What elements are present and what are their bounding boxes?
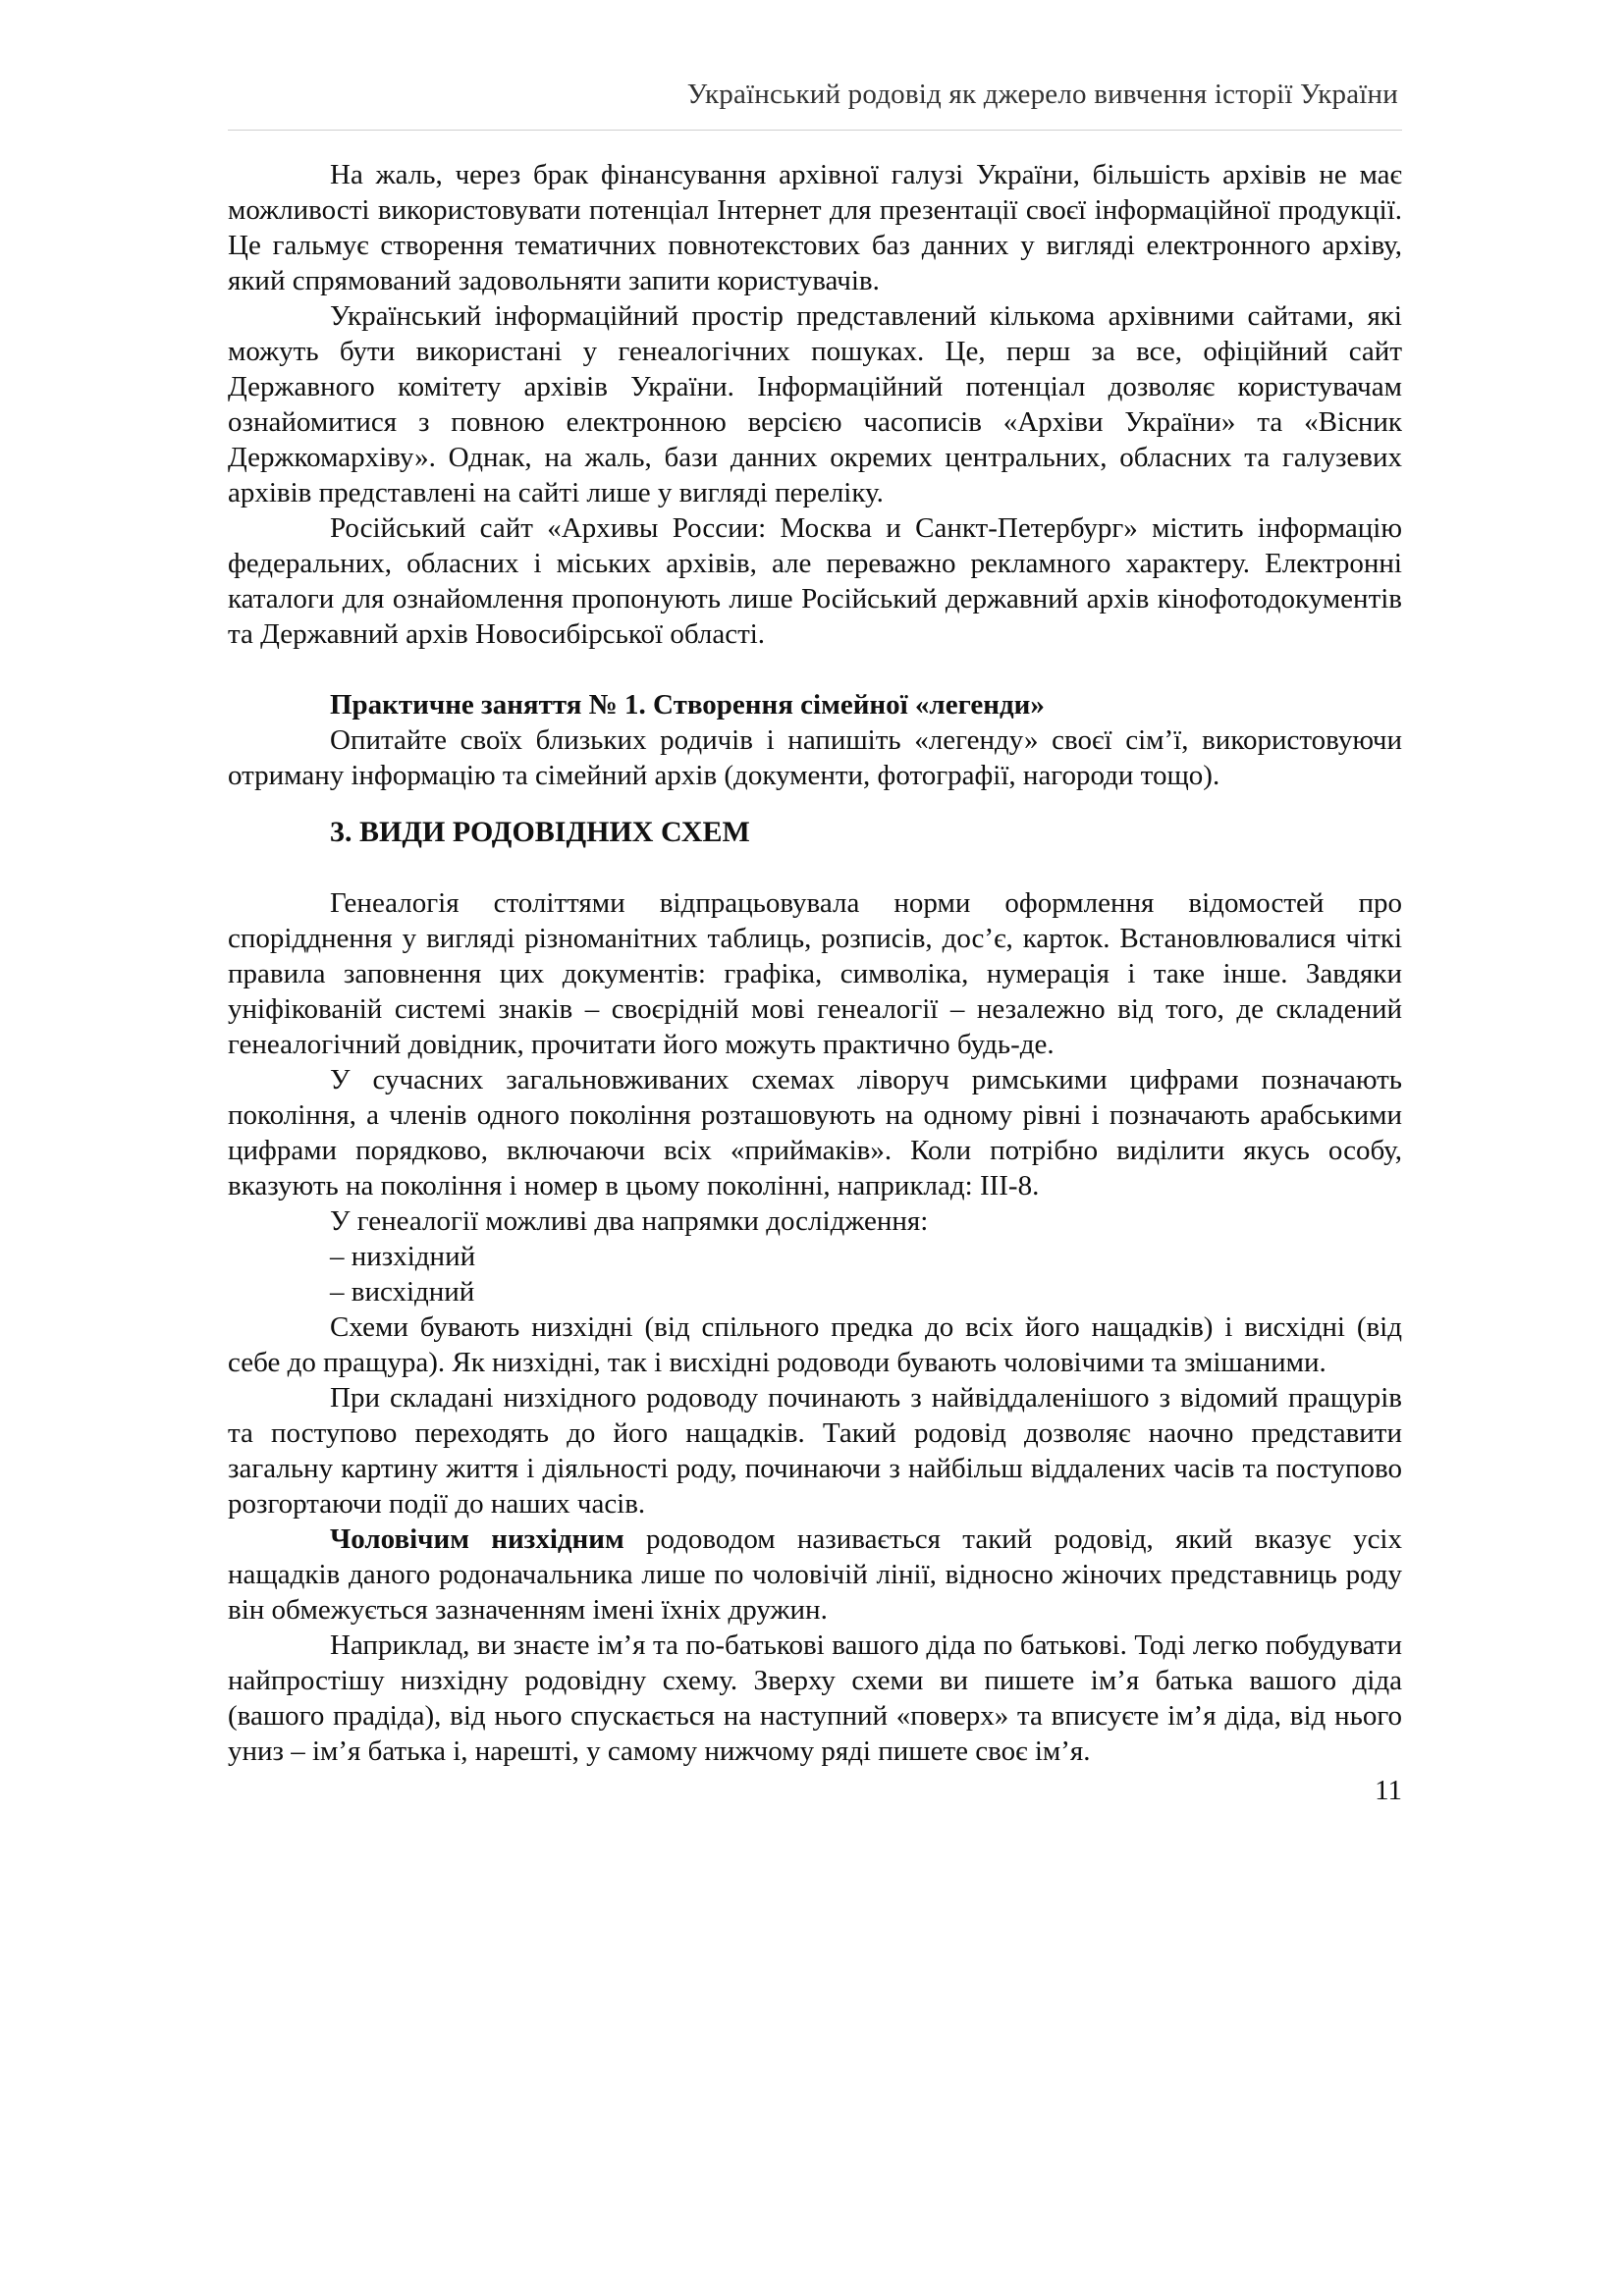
page-number: 11 — [1375, 1775, 1402, 1806]
paragraph-generation-numbering: У сучасних загальновживаних схемах ліворуч римськими цифрами позначають покоління, а членів одного покоління розташовують на одному рівні і позначають арабськими цифрами порядково, включаючи всіх «приймаків». Коли потрібно виділити якусь особу, вказують на покоління і номер в цьому поколінні, наприклад: III-8. — [228, 1064, 1402, 1201]
paragraph-male-descending-text: родоводом називається такий родовід, який вказує усіх нащадків даного родоначальника лише по чоловічій лінії, відносно жіночих представниць роду він обмежується зазначенням імені їхніх дружин. — [228, 1523, 1402, 1626]
list-item-descending: – низхідний — [330, 1241, 476, 1272]
paragraph-example: Наприклад, ви знаєте ім’я та по-батькові вашого діда по батькові. Тоді легко побудувати найпростішу низхідну родовідну схему. Зверху схеми ви пишете ім’я батька вашого діда (вашого прадіда), від нього спускається на наступний «поверх» та вписуєте ім’я діда, від нього униз – ім’я батька і, нарешті, у самому нижчому ряді пишете своє ім’я. — [228, 1629, 1402, 1767]
practice-heading: Практичне заняття № 1. Створення сімейної «легенди» — [330, 689, 1045, 721]
list-item-ascending: – висхідний — [330, 1276, 475, 1308]
paragraph-ukrainian-sites: Український інформаційний простір представлений кількома архівними сайтами, які можуть бути використані у генеалогічних пошуках. Це, перш за все, офіційний сайт Державного комітету архівів України. Інформаційний потенціал дозволяє користувачам ознайомитися з повною електронною версією часописів «Архіви України» та «Вісник Держкомархіву». Однак, на жаль, бази данних окремих центральних, обласних та галузевих архівів представлені на сайті лише у вигляді переліку. — [228, 300, 1402, 508]
paragraph-scheme-types: Схеми бувають низхідні (від спільного предка до всіх його нащадків) і висхідні (від себе до пращура). Як низхідні, так і висхідні родоводи бувають чоловічими та змішаними. — [228, 1311, 1402, 1378]
section-heading: 3. ВИДИ РОДОВІДНИХ СХЕМ — [330, 816, 750, 848]
paragraph-practice-task: Опитайте своїх близьких родичів і напишіть «легенду» своєї сім’ї, використовуючи отриману інформацію та сімейний архів (документи, фотографії, нагороди тощо). — [228, 724, 1402, 791]
spacer — [228, 850, 1402, 885]
paragraph-research-directions: У генеалогії можливі два напрямки дослідження: — [330, 1205, 929, 1237]
paragraph-male-descending — [228, 1522, 1402, 1628]
header-divider — [228, 130, 1402, 131]
spacer — [228, 652, 1402, 687]
paragraph-russian-sites: Російський сайт «Архивы России: Москва и Санкт-Петербург» містить інформацію федеральних, обласних і міських архівів, але переважно рекламного характеру. Електронні каталоги для ознайомлення пропонують лише Російський державний архів кінофотодокументів та Державний архів Новосибірської області. — [228, 512, 1402, 650]
body-text — [228, 157, 1402, 1769]
paragraph-genealogy-norms: Генеалогія століттями відпрацьовувала норми оформлення відомостей про спорідднення у вигляді різноманітних таблиць, розписів, дос’є, карток. Встановлювалися чіткі правила заповнення цих документів: графіка, символіка, нумерація і таке інше. Завдяки уніфікованій системі знаків – своєрідній мові генеалогії – незалежно від того, де складений генеалогічний довідник, прочитати його можуть практично будь-де. — [228, 887, 1402, 1060]
running-header: Український родовід як джерело вивчення історії України — [686, 79, 1398, 110]
bold-term: Чоловічим низхідним — [330, 1523, 624, 1555]
paragraph-archives-funding: На жаль, через брак фінансування архівної галузі України, більшість архівів не має можливості використовувати потенціал Інтернет для презентації своєї інформаційної продукції. Це гальмує створення тематичних повнотекстових баз данних у вигляді електронного архіву, який спрямований задовольняти запити користувачів. — [228, 159, 1402, 296]
paragraph-descending-lineage: При складані низхідного родоводу починають з найвіддаленішого з відомий пращурів та поступово переходять до його нащадків. Такий родовід дозволяє наочно представити загальну картину життя і діяльності роду, починаючи з найбільш віддалених часів та поступово розгортаючи події до наших часів. — [228, 1382, 1402, 1520]
spacer — [228, 793, 1402, 815]
